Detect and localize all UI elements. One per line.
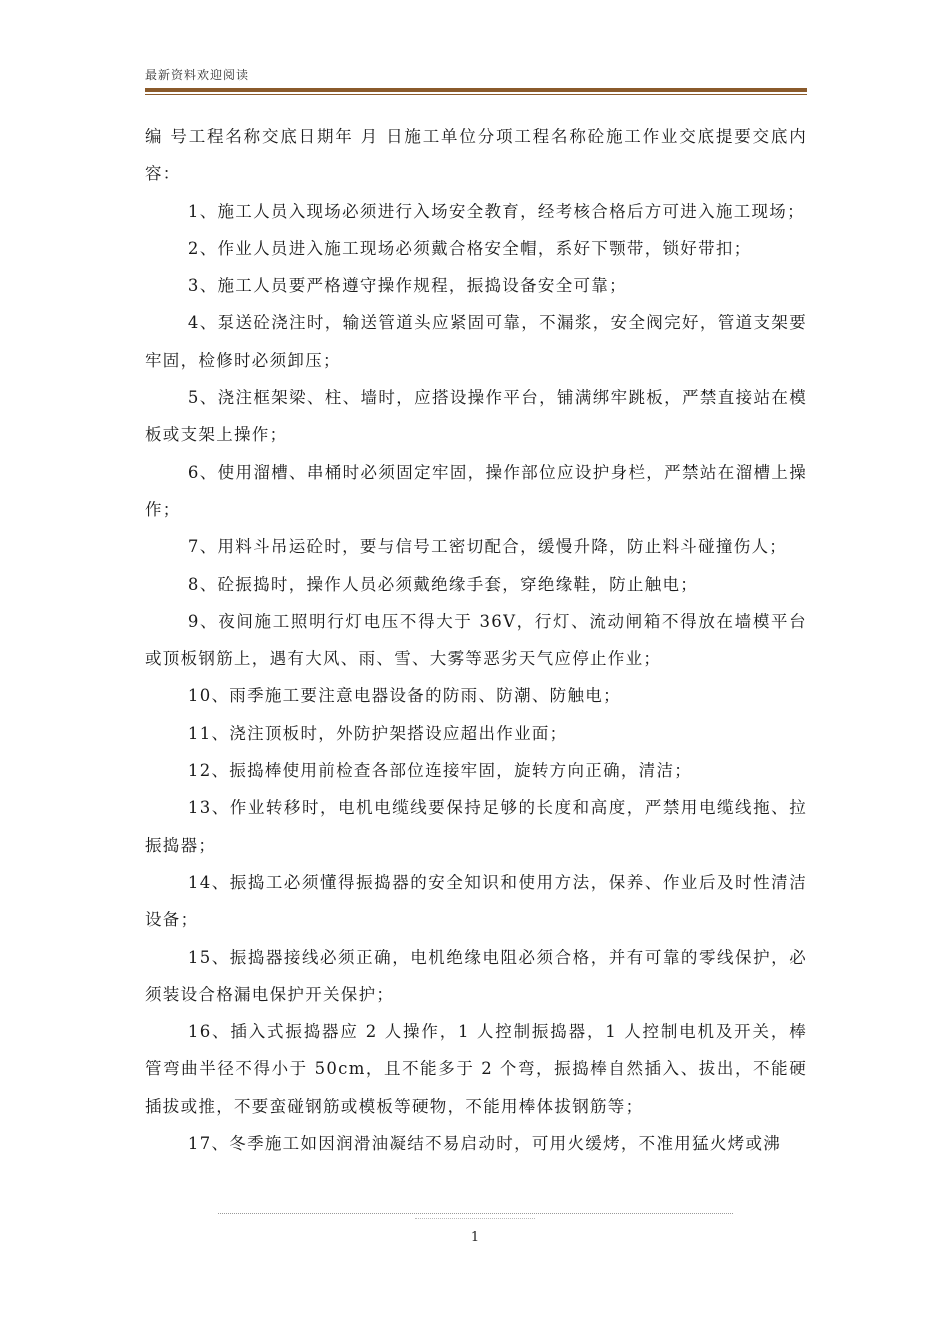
list-item: 6、使用溜槽、串桶时必须固定牢固，操作部位应设护身栏，严禁站在溜槽上操作； [145, 462, 807, 519]
list-item: 5、浇注框架梁、柱、墙时，应搭设操作平台，铺满绑牢跳板，严禁直接站在模板或支架上操作； [145, 388, 807, 445]
list-item: 4、泵送砼浇注时，输送管道头应紧固可靠，不漏浆，安全阀完好，管道支架要牢固，检修时必须卸压； [145, 313, 807, 370]
header-title: 最新资料欢迎阅读 [145, 68, 250, 82]
list-item: 16、插入式振捣器应 2 人操作，1 人控制振捣器，1 人控制电机及开关，棒管弯曲半径不得小于 50cm，且不能多于 2 个弯，振捣棒自然插入、拔出，不能硬插拔或推，不要蛮碰钢筋或模板等硬物，不能用棒体拔钢筋等； [145, 1022, 807, 1116]
list-item: 11、浇注顶板时，外防护架搭设应超出作业面； [187, 723, 568, 743]
list-item: 8、砼振捣时，操作人员必须戴绝缘手套，穿绝缘鞋，防止触电； [187, 574, 699, 594]
list-item: 12、振捣棒使用前检查各部位连接牢固，旋转方向正确，清洁； [187, 761, 693, 781]
list-item: 9、夜间施工照明行灯电压不得大于 36V，行灯、流动闸箱不得放在墙模平台或顶板钢筋上，遇有大风、雨、雪、大雾等恶劣天气应停止作业； [145, 611, 807, 669]
list-item: 2、作业人员进入施工现场必须戴合格安全帽，系好下颚带，锁好带扣； [187, 238, 752, 258]
document-body [145, 118, 807, 1162]
intro-paragraph: 编 号工程名称交底日期年 月 日施工单位分项工程名称砼施工作业交底提要交底内容： [145, 127, 807, 184]
list-item: 7、用料斗吊运砼时，要与信号工密切配合，缓慢升降，防止料斗碰撞伤人； [187, 537, 788, 557]
list-item: 17、冬季施工如因润滑油凝结不易启动时，可用火缓烤，不准用猛火烤或沸 [187, 1134, 782, 1154]
footer-rule [218, 1213, 733, 1214]
page-number: 1 [470, 1230, 480, 1245]
list-item: 10、雨季施工要注意电器设备的防雨、防潮、防触电； [187, 686, 621, 706]
list-item: 3、施工人员要严格遵守操作规程，振捣设备安全可靠； [187, 276, 627, 296]
list-item: 1、施工人员入现场必须进行入场安全教育，经考核合格后方可进入施工现场； [187, 201, 805, 221]
header-rule-thick [145, 88, 807, 92]
list-item: 13、作业转移时，电机电缆线要保持足够的长度和高度，严禁用电缆线拖、拉振捣器； [145, 798, 807, 855]
list-item: 15、振捣器接线必须正确，电机绝缘电阻必须合格，并有可靠的零线保护，必须装设合格漏电保护开关保护； [145, 947, 807, 1004]
header-rule-thin [145, 94, 807, 95]
list-item: 14、振捣工必须懂得振捣器的安全知识和使用方法，保养、作业后及时性清洁设备； [145, 872, 807, 930]
footer-rule-short [415, 1218, 535, 1219]
